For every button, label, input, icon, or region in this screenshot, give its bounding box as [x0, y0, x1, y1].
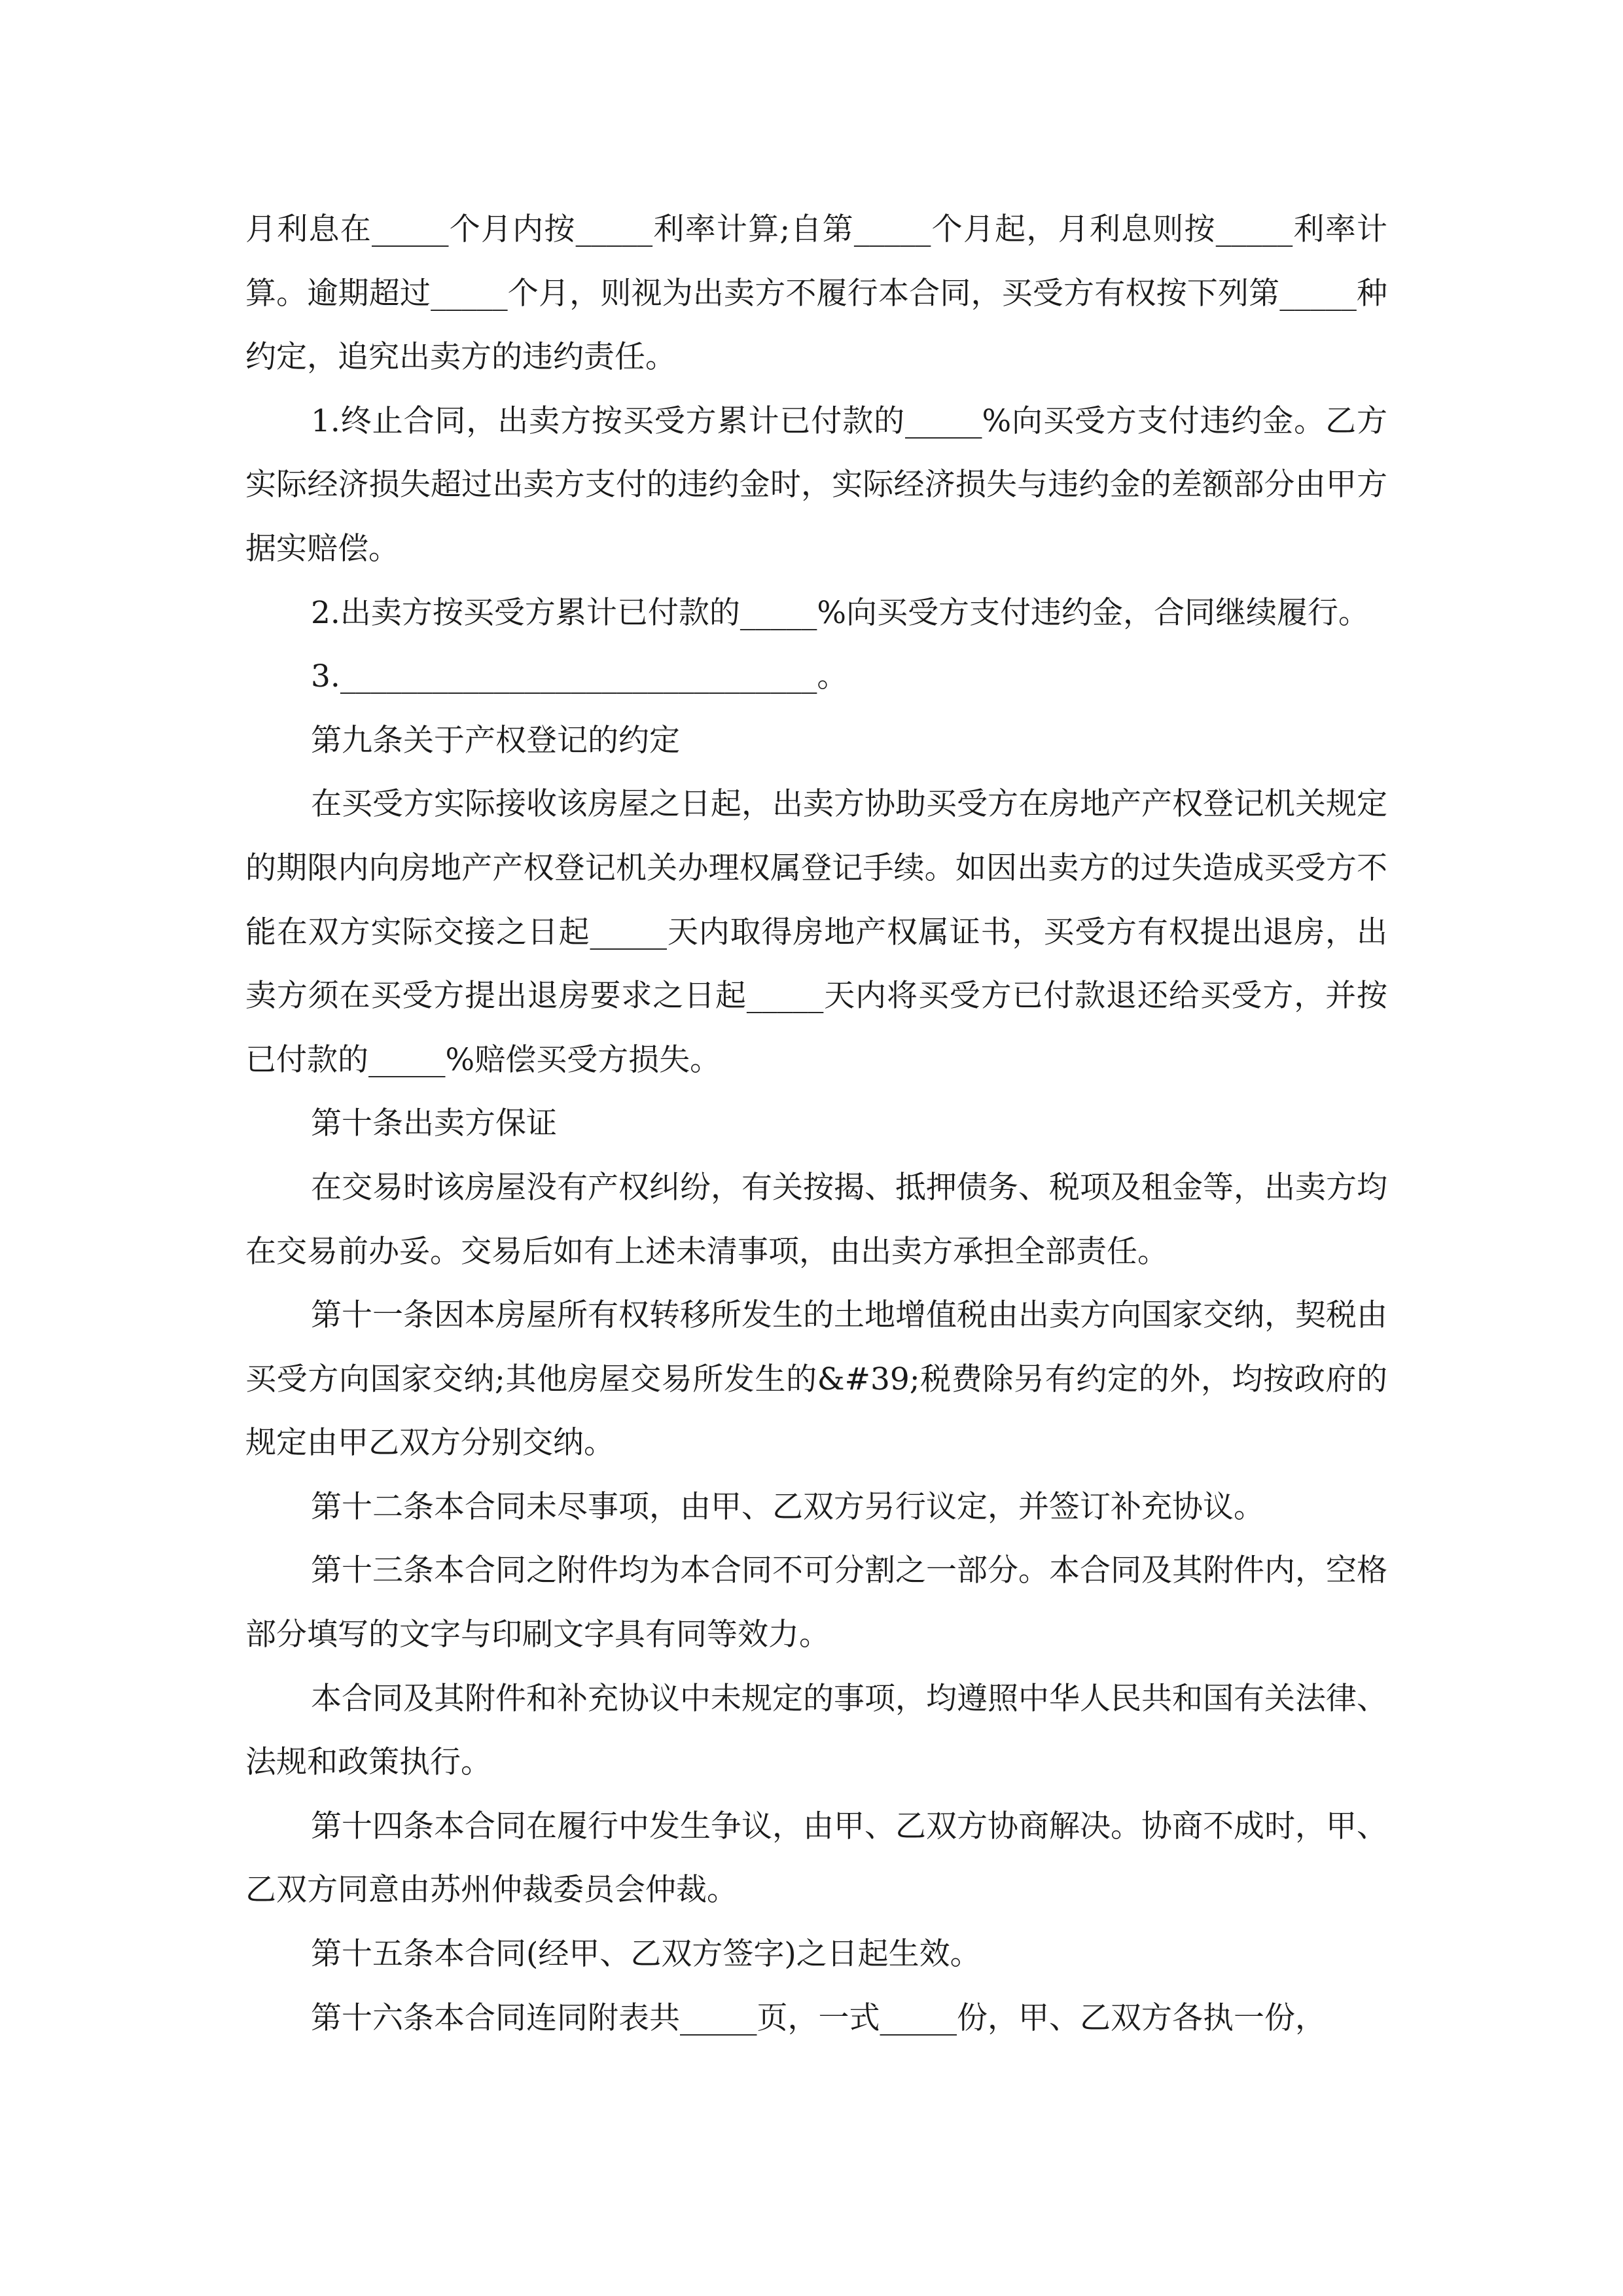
article-10-body: 在交易时该房屋没有产权纠纷，有关按揭、抵押债务、税项及租金等，出卖方均在交易前办妥。交易后如有上述未清事项，由出卖方承担全部责任。 [245, 1169, 1387, 1270]
paragraph-interest-terms: 月利息在_____个月内按_____利率计算;自第_____个月起，月利息则按_____利率计算。逾期超过_____个月，则视为出卖方不履行本合同，买受方有权按下列第_____种约定，追究出卖方的违约责任。 [245, 211, 1387, 376]
article-10-heading: 第十条出卖方保证 [311, 1105, 557, 1142]
paragraph-option-1: 1.终止合同，出卖方按买受方累计已付款的_____%向买受方支付违约金。乙方实际经济损失超过出卖方支付的违约金时，实际经济损失与违约金的差额部分由甲方据实赔偿。 [245, 403, 1387, 567]
paragraph-option-3: 3._______________________________。 [311, 658, 848, 695]
article-12: 第十二条本合同未尽事项，由甲、乙双方另行议定，并签订补充协议。 [311, 1488, 1264, 1525]
article-9-body: 在买受方实际接收该房屋之日起，出卖方协助买受方在房地产产权登记机关规定的期限内向房地产产权登记机关办理权属登记手续。如因出卖方的过失造成买受方不能在双方实际交接之日起_____天内取得房地产权属证书，买受方有权提出退房，出卖方须在买受方提出退房要求之日起_____天内将买受方已付款退还给买受方，并按已付款的_____%赔偿买受方损失。 [245, 786, 1387, 1078]
paragraph-option-2: 2.出卖方按买受方累计已付款的_____%向买受方支付违约金，合同继续履行。 [311, 594, 1370, 631]
article-9-heading: 第九条关于产权登记的约定 [311, 722, 680, 759]
article-13: 第十三条本合同之附件均为本合同不可分割之一部分。本合同及其附件内，空格部分填写的文字与印刷文字具有同等效力。 [245, 1552, 1387, 1653]
article-15: 第十五条本合同(经甲、乙双方签字)之日起生效。 [311, 1936, 981, 1973]
article-14: 第十四条本合同在履行中发生争议，由甲、乙双方协商解决。协商不成时，甲、乙双方同意由苏州仲裁委员会仲裁。 [245, 1808, 1387, 1909]
article-13-supplement: 本合同及其附件和补充协议中未规定的事项，均遵照中华人民共和国有关法律、法规和政策执行。 [245, 1680, 1387, 1781]
article-16: 第十六条本合同连同附表共_____页，一式_____份，甲、乙双方各执一份， [311, 2000, 1326, 2036]
article-11: 第十一条因本房屋所有权转移所发生的土地增值税由出卖方向国家交纳，契税由买受方向国家交纳;其他房屋交易所发生的&#39;税费除另有约定的外，均按政府的规定由甲乙双方分别交纳。 [245, 1297, 1387, 1462]
document-body [245, 198, 1387, 2050]
